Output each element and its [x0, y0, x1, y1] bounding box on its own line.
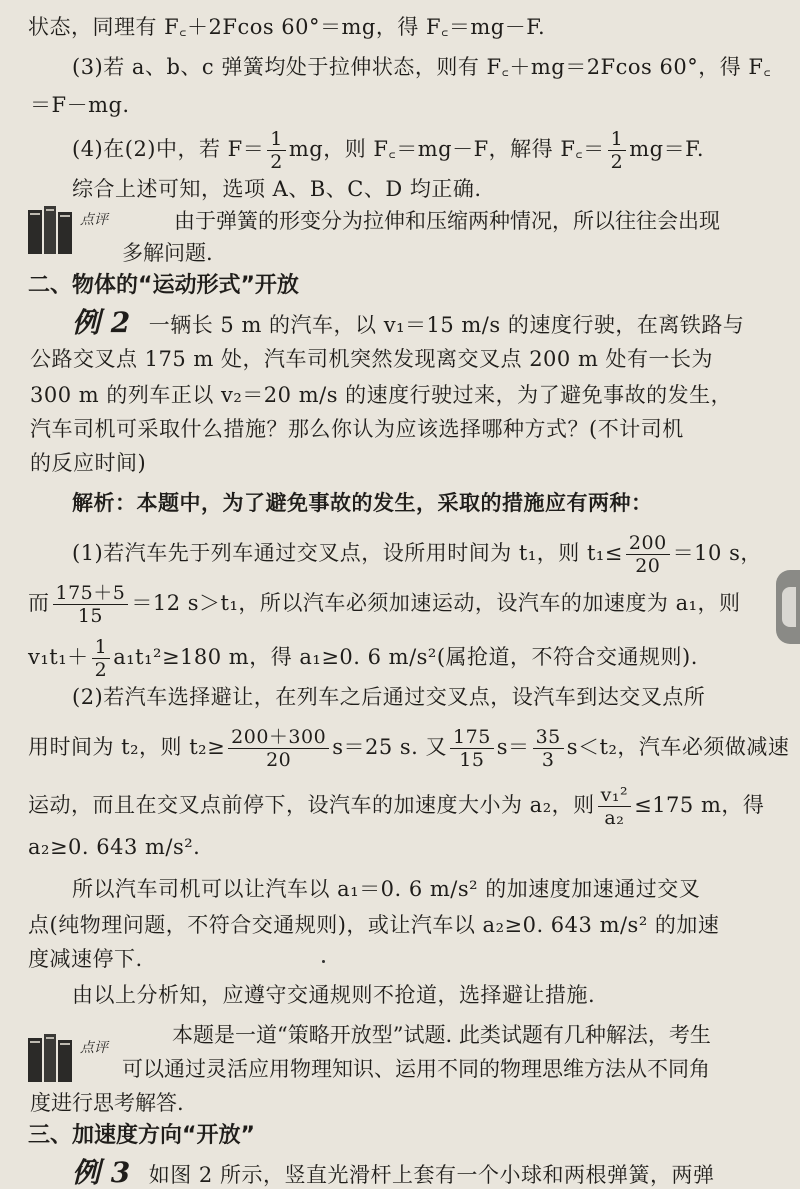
- comment-label: 点评: [80, 1040, 108, 1056]
- text-line: 综合上述可知，选项 A、B、C、D 均正确.: [72, 177, 482, 201]
- text-segment: ≤175 m，得: [634, 793, 765, 817]
- book-stack-icon: [24, 200, 116, 256]
- text-segment: ＝10 s，: [672, 541, 762, 565]
- fraction: [92, 636, 111, 681]
- numerator: 1: [608, 128, 627, 151]
- denominator: 2: [270, 151, 283, 173]
- fraction: [228, 726, 329, 771]
- numerator: 200＋300: [228, 726, 329, 749]
- text-line-with-fraction: [28, 582, 741, 627]
- text-line: a₂≥0. 643 m/s².: [28, 835, 201, 859]
- stray-dot: [322, 960, 325, 963]
- text-line: 所以汽车司机可以让汽车以 a₁＝0. 6 m/s² 的加速度加速通过交叉: [72, 877, 701, 901]
- text-segment: 一辆长 5 m 的汽车，以 v₁＝15 m/s 的速度行驶，在离铁路与: [148, 313, 745, 337]
- text-line: (3)若 a、b、c 弹簧均处于拉伸状态，则有 F꜀＋mg＝2Fcos 60°，得 F꜀: [72, 55, 772, 79]
- text-line: 由以上分析知，应遵守交通规则不抢道，选择避让措施.: [72, 983, 596, 1007]
- numerator: 200: [626, 532, 670, 555]
- denominator: 20: [635, 555, 661, 577]
- text-line-with-fraction: [72, 532, 762, 577]
- text-line: 300 m 的列车正以 v₂＝20 m/s 的速度行驶过来，为了避免事故的发生，: [30, 383, 733, 407]
- fraction: [598, 784, 631, 829]
- text-line: 度减速停下.: [28, 947, 143, 971]
- fraction: [626, 532, 670, 577]
- text-segment: 如图 2 所示，竖直光滑杆上套有一个小球和两根弹簧，两弹: [148, 1163, 715, 1187]
- denominator: 2: [94, 659, 108, 681]
- text-line-with-fractions: [28, 726, 789, 771]
- denominator: 15: [77, 605, 104, 627]
- example-tag: 例 2: [72, 306, 131, 339]
- comment-text: 由于弹簧的形变分为拉伸和压缩两种情况，所以往往会出现: [174, 209, 720, 233]
- fraction: [533, 726, 564, 771]
- text-line-with-fraction: [28, 784, 764, 829]
- text-segment: (4)在(2)中，若 F＝: [72, 137, 265, 161]
- text-segment: a₁t₁²≥180 m，得 a₁≥0. 6 m/s²(属抢道，不符合交通规则).: [113, 645, 698, 669]
- solution-heading-line: 解析：本题中，为了避免事故的发生，采取的措施应有两种：: [72, 490, 653, 515]
- page-edge-tab-inner: [782, 587, 796, 627]
- numerator: v₁²: [598, 784, 631, 807]
- text-segment: v₁t₁＋: [28, 645, 89, 669]
- section-heading: 二、物体的“运动形式”开放: [28, 273, 299, 298]
- denominator: 15: [459, 749, 485, 771]
- example-first-line: [72, 1156, 715, 1189]
- text-line-with-fraction: [28, 636, 698, 681]
- example-first-line: [72, 306, 745, 339]
- text-line: 公路交叉点 175 m 处，汽车司机突然发现离交叉点 200 m 处有一长为: [30, 347, 714, 371]
- fraction: [53, 582, 129, 627]
- example-tag: 例 3: [72, 1156, 131, 1189]
- text-segment: s＝25 s. 又: [332, 735, 448, 759]
- text-line: (2)若汽车选择避让，在列车之后通过交叉点，设汽车到达交叉点所: [72, 685, 706, 709]
- book-stack-icon: [24, 1028, 116, 1084]
- text-segment: 用时间为 t₂，则 t₂≥: [28, 735, 226, 759]
- text-line: 状态，同理有 F꜀＋2Fcos 60°＝mg，得 F꜀＝mg－F.: [28, 15, 546, 39]
- text-line: 的反应时间): [30, 451, 147, 475]
- text-line: 汽车司机可采取什么措施？那么你认为应该选择哪种方式？(不计司机: [30, 417, 684, 441]
- text-segment: (1)若汽车先于列车通过交叉点，设所用时间为 t₁，则 t₁≤: [72, 541, 623, 565]
- text-segment: s＜t₂，汽车必须做减速: [566, 735, 790, 759]
- fraction: [608, 128, 627, 173]
- text-segment: mg＝F.: [629, 137, 705, 161]
- comment-text: 多解问题.: [122, 241, 213, 265]
- denominator: 2: [610, 151, 624, 173]
- denominator: 3: [541, 749, 555, 771]
- text-segment: s＝: [496, 735, 530, 759]
- numerator: 175＋5: [53, 582, 129, 605]
- section-heading: 三、加速度方向“开放”: [28, 1123, 255, 1148]
- text-segment: mg，则 F꜀＝mg－F，解得 F꜀＝: [288, 137, 605, 161]
- text-segment: 运动，而且在交叉点前停下，设汽车的加速度大小为 a₂，则: [28, 793, 595, 817]
- numerator: 35: [533, 726, 564, 749]
- text-line: 点(纯物理问题，不符合交通规则)，或让汽车以 a₂≥0. 643 m/s² 的加速: [28, 913, 720, 937]
- comment-label: 点评: [80, 212, 108, 228]
- denominator: 20: [266, 749, 292, 771]
- fraction: [450, 726, 494, 771]
- text-segment: 而: [28, 591, 50, 615]
- numerator: 1: [267, 128, 286, 151]
- text-segment: ＝12 s＞t₁，所以汽车必须加速运动，设汽车的加速度为 a₁，则: [131, 591, 741, 615]
- numerator: 1: [92, 636, 111, 659]
- comment-text: 度进行思考解答.: [30, 1091, 184, 1115]
- text-line-with-fractions: [72, 128, 704, 173]
- denominator: a₂: [604, 807, 625, 829]
- fraction: [267, 128, 286, 173]
- comment-text: 本题是一道“策略开放型”试题. 此类试题有几种解法，考生: [172, 1023, 711, 1047]
- text-line: ＝F－mg.: [30, 93, 130, 117]
- numerator: 175: [450, 726, 494, 749]
- comment-text: 可以通过灵活应用物理知识、运用不同的物理思维方法从不同角: [122, 1057, 710, 1081]
